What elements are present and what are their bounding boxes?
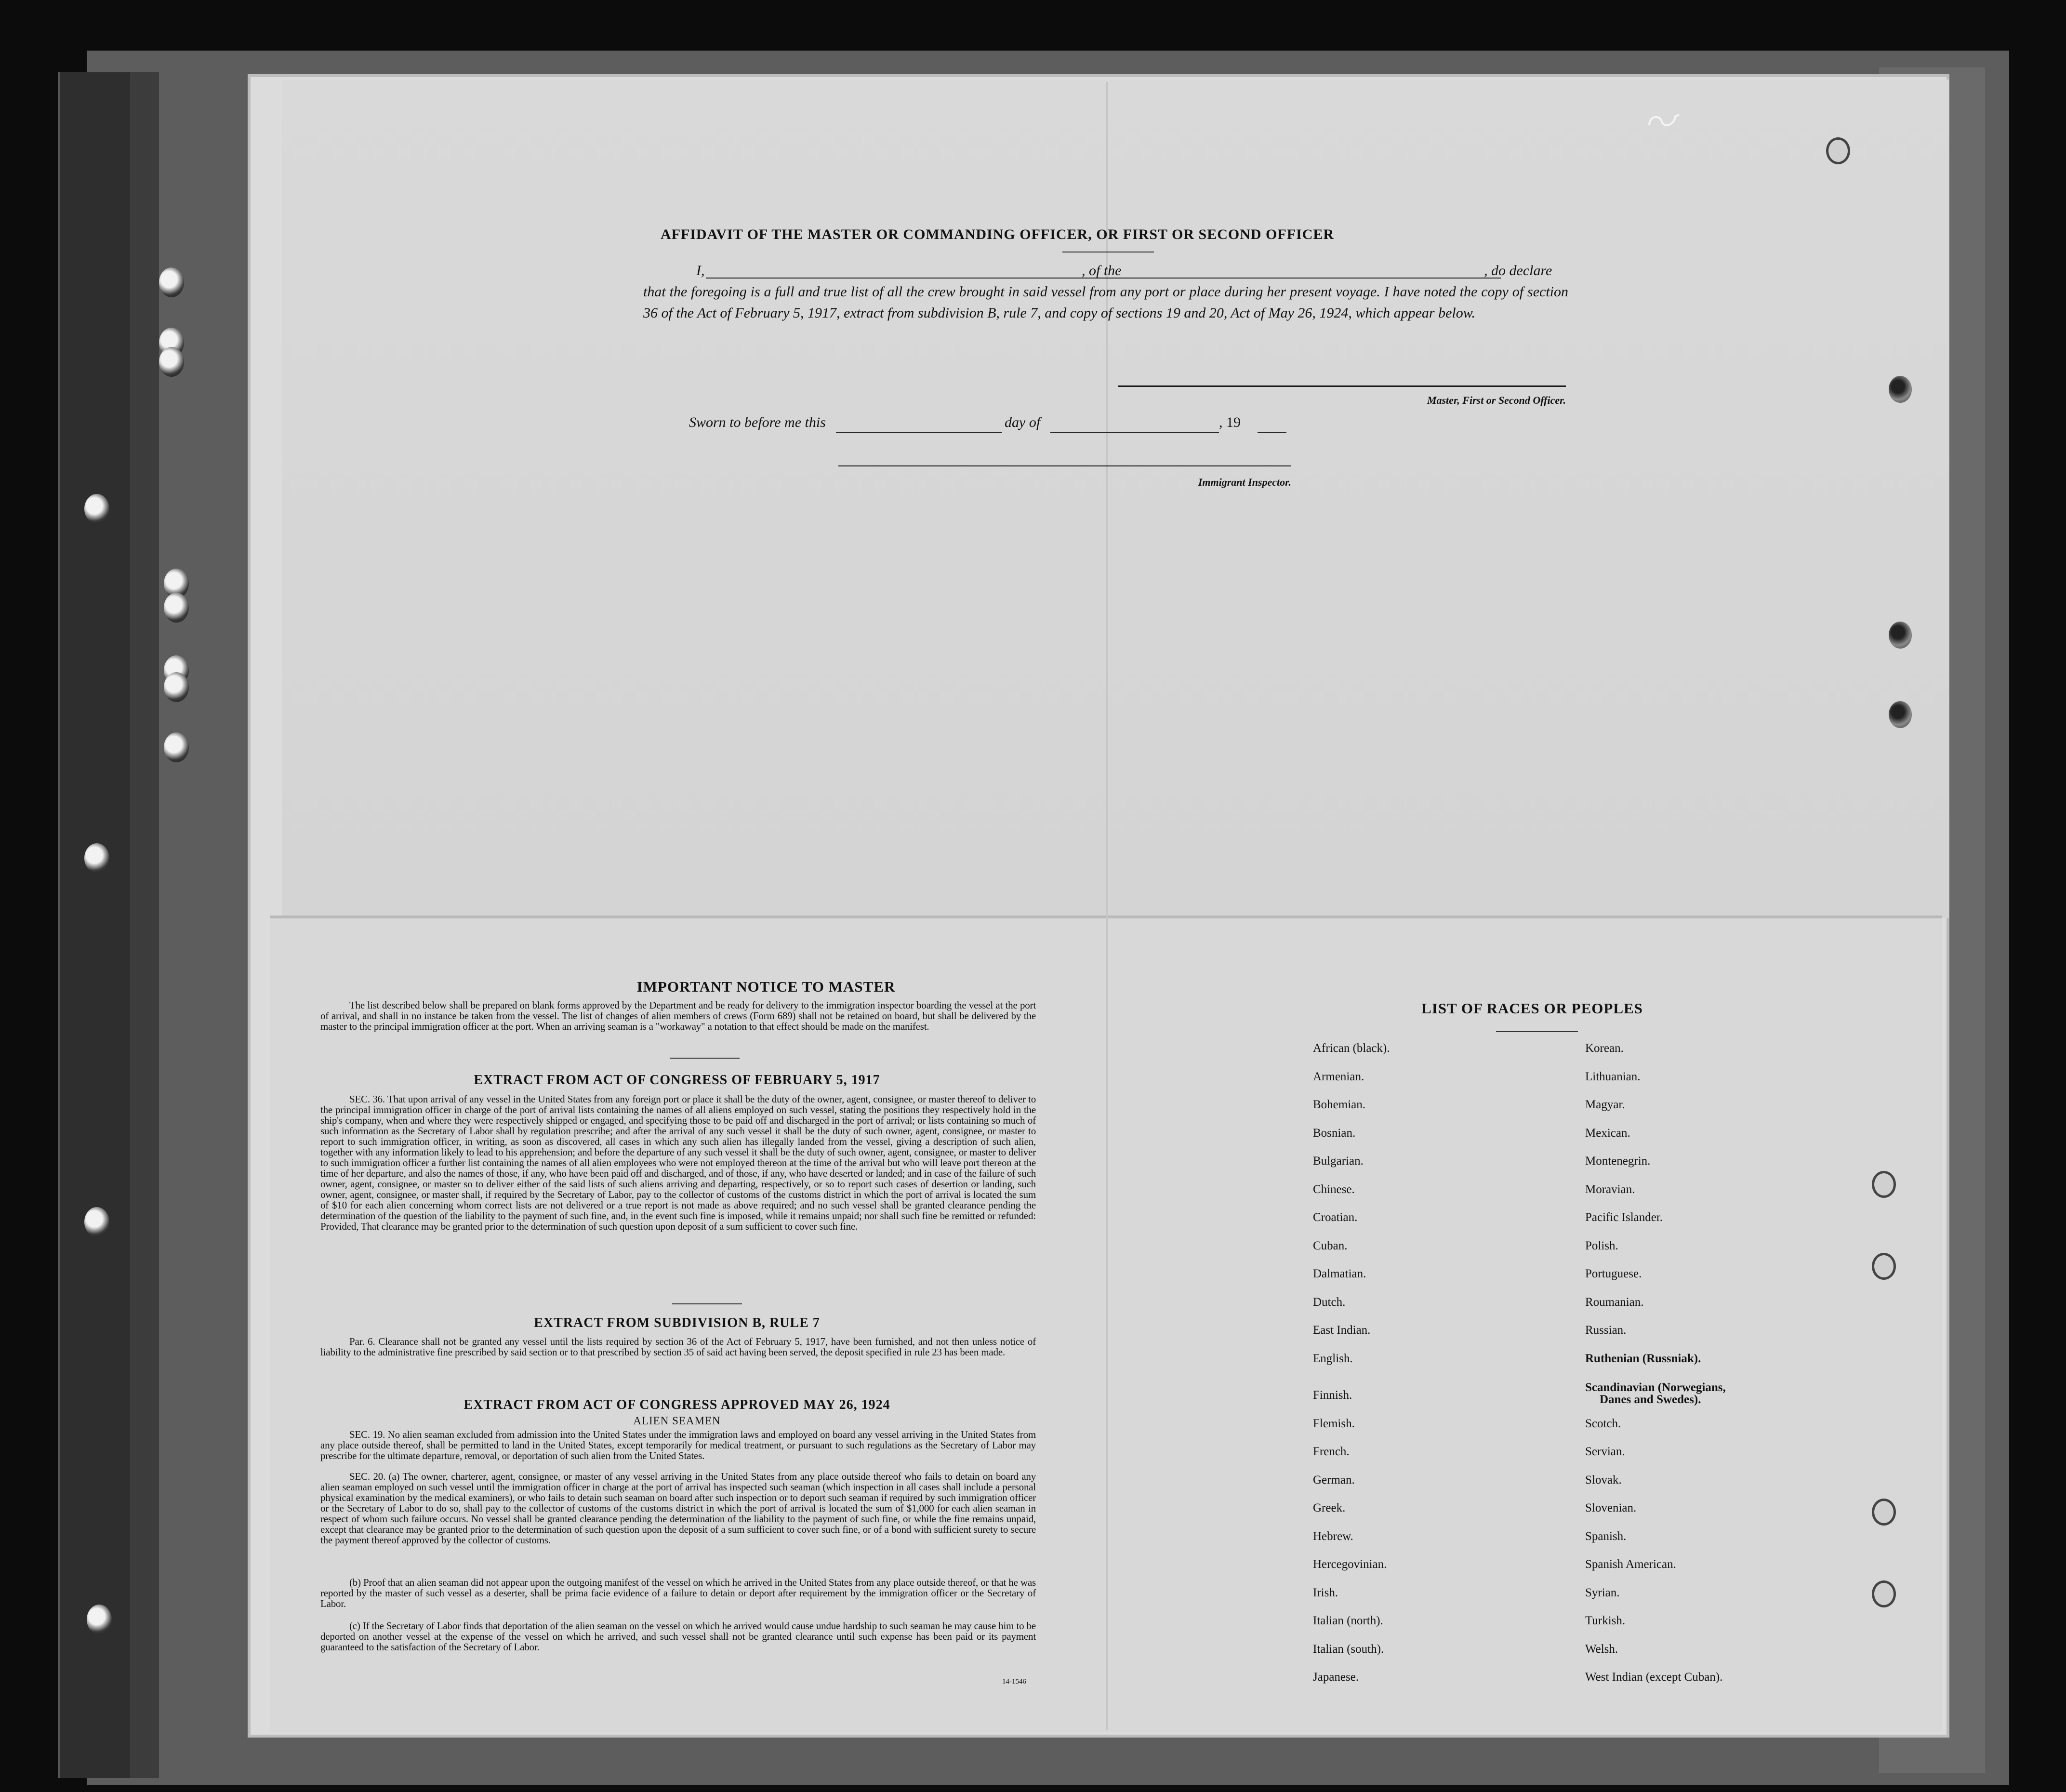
race-item: Finnish. [1313, 1389, 1352, 1402]
race-item: Pacific Islander. [1585, 1211, 1663, 1224]
inspector-signature-line[interactable] [838, 465, 1291, 466]
punch-hole-icon [1889, 701, 1912, 728]
extract-1924-sec20b: (b) Proof that an alien seaman did not appear upon the outgoing manifest of the vessel on which he arrived in the United States from any place outside thereof, or that he was reported by the master of such vessel as a deserter, shall be prima facie evidence of a failure to detain or deport after requirement by the immigration officer or the Secretary of Labor. [320, 1577, 1036, 1609]
sworn-day-field[interactable] [836, 432, 1002, 433]
race-item: Greek. [1313, 1501, 1346, 1514]
race-item: Dalmatian. [1313, 1267, 1366, 1280]
race-item: Italian (south). [1313, 1643, 1384, 1656]
race-item: Magyar. [1585, 1098, 1625, 1111]
race-item: Slovak. [1585, 1473, 1622, 1487]
race-item: Montenegrin. [1585, 1155, 1651, 1168]
extract-1924-title: EXTRACT FROM ACT OF CONGRESS APPROVED MAY 26, 1924 [464, 1397, 890, 1412]
extract-rule7-text: Par. 6. Clearance shall not be granted any vessel until the lists required by section 36 of the Act of February 5, 1917, have been furnished, and not then unless notice of liability to the administrative fine prescribed by said section or to that prescribed by section 35 of said act having been served, the deposit specified in rule 23 has been made. [320, 1336, 1036, 1358]
race-item: Korean. [1585, 1042, 1624, 1055]
fold-line-horizontal [270, 916, 1942, 918]
extract-1924-subtitle: ALIEN SEAMEN [633, 1415, 721, 1427]
binder-hole-icon [164, 732, 189, 762]
race-item: Hebrew. [1313, 1530, 1353, 1543]
extract-1924-sec20c: (c) If the Secretary of Labor finds that deportation of the alien seaman on the vessel on which he arrived would cause undue hardship to such seaman he may cause him to be deported on another vessel at the expense of the vessel on which he arrived, and such vessel shall not be granted clearance until such expense has been paid or its payment guaranteed to the satisfaction of the Secretary of Labor. [320, 1620, 1036, 1653]
affidavit-line-1 [643, 260, 1568, 281]
sworn-prefix: Sworn to before me this [689, 414, 826, 430]
race-item: Welsh. [1585, 1643, 1618, 1656]
affidavit-title: AFFIDAVIT OF THE MASTER OR COMMANDING OFFICER, OR FIRST OR SECOND OFFICER [660, 226, 1335, 242]
sworn-day-label: day of [1005, 414, 1041, 430]
binder-hole-icon [159, 347, 184, 377]
race-item: Bosnian. [1313, 1127, 1356, 1140]
binder-edge [130, 72, 159, 1778]
race-item: Lithuanian. [1585, 1070, 1641, 1083]
race-item: Ruthenian (Russniak). [1585, 1352, 1701, 1365]
extract-1924-sec19: SEC. 19. No alien seaman excluded from admission into the United States under the immigration laws and employed on board any vessel arriving in the United States from any place outside thereof, shall be permitted to land in the United States, except temporarily for medical treatment, or pursuant to such regulations as the Secretary of Labor may prescribe for the ultimate departure, removal, or deportation of such alien from the United States. [320, 1429, 1036, 1461]
punch-hole-icon [1889, 622, 1912, 649]
race-item: Portuguese. [1585, 1267, 1642, 1280]
race-item: Spanish American. [1585, 1558, 1676, 1571]
race-item: Syrian. [1585, 1586, 1620, 1599]
form-number: 14-1546 [1002, 1678, 1026, 1686]
binder-hole-icon [164, 672, 189, 702]
race-item: Roumanian. [1585, 1296, 1644, 1309]
race-item: Cuban. [1313, 1239, 1348, 1252]
race-item: West Indian (except Cuban). [1585, 1671, 1723, 1684]
races-divider [1496, 1031, 1578, 1032]
race-item: German. [1313, 1473, 1355, 1487]
race-item: Russian. [1585, 1324, 1627, 1337]
race-item: Armenian. [1313, 1070, 1364, 1083]
affidavit-body [643, 260, 1568, 324]
master-signature-caption: Master, First or Second Officer. [1427, 394, 1566, 406]
race-item: Spanish. [1585, 1530, 1627, 1543]
affidavit-statement: that the foregoing is a full and true list of all the crew brought in said vessel from any port or place during her present voyage. I have noted the copy of section 36 of the Act of February 5, 1917, extract from subdivision B, rule 7, and copy of sections 19 and 20, Act of May 26, 1924, which appear below. [643, 284, 1568, 321]
fold-line-vertical [1106, 82, 1108, 1730]
extract-1917-title: EXTRACT FROM ACT OF CONGRESS OF FEBRUARY 5, 1917 [474, 1073, 880, 1088]
punch-hole-icon [1872, 1580, 1896, 1607]
race-item: English. [1313, 1352, 1353, 1365]
affidavit-i-label: I, [696, 263, 705, 279]
race-item: East Indian. [1313, 1324, 1371, 1337]
race-item: French. [1313, 1445, 1350, 1458]
race-item: African (black). [1313, 1042, 1390, 1055]
punch-hole-icon [1872, 1253, 1896, 1280]
binder-hole-icon [159, 267, 184, 297]
punch-hole-icon [1889, 376, 1912, 403]
race-item: Bulgarian. [1313, 1155, 1364, 1168]
punch-hole-icon [1872, 1171, 1896, 1198]
race-item: Dutch. [1313, 1296, 1346, 1309]
binder-hole-icon [84, 494, 109, 524]
binder-hole-icon [84, 843, 109, 873]
race-item: Bohemian. [1313, 1098, 1366, 1111]
binder-hole-icon [87, 1605, 112, 1634]
vessel-name-field[interactable] [1130, 278, 1501, 279]
punch-hole-icon [1872, 1499, 1896, 1526]
race-item: Irish. [1313, 1586, 1338, 1599]
master-signature-line[interactable] [1118, 385, 1566, 387]
punch-hole-icon [1826, 137, 1850, 164]
race-item: Mexican. [1585, 1127, 1630, 1140]
race-item: Italian (north). [1313, 1614, 1383, 1627]
sworn-month-field[interactable] [1050, 432, 1219, 433]
sworn-year-field[interactable] [1258, 432, 1286, 433]
extract-1917-text: SEC. 36. That upon arrival of any vessel in the United States from any foreign port or place it shall be the duty of the owner, agent, consignee, or master thereof to deliver to the principal immigration officer in charge of the port of arrival lists containing the names of all aliens employed on such vessel, stating the positions they respectively hold in the ship's company, when and where they were respectively shipped or engaged, and specifying those to be paid off and discharged in the port of arrival; or lists containing so much of such information as the Secretary of Labor shall by regulation prescribe; and after the arrival of any such vessel it shall be the duty of such owner, agent, consignee, or master to report to such immigration officer, in writing, as soon as discovered, all cases in which any such alien has illegally landed from the vessel, giving a description of such alien, together with any information likely to lead to his apprehension; and before the departure of any such vessel it shall be the duty of such owner, agent, consignee, or master to deliver to such immigration officer a further list containing the names of all alien employees who were not employed thereon at the time of the arrival but who will leave port thereon at the time of her departure, and also the names of those, if any, who have been paid off and discharged, and of those, if any, who have deserted or landed; and in case of the failure of such owner, agent, consignee, or master so to deliver either of the said lists of such aliens arriving and departing, respectively, or so to report such cases of desertion or landing, such owner, agent, consignee, or master shall, if required by the Secretary of Labor, pay to the collector of customs of the customs district in which the port of arrival is located the sum of $10 for each alien concerning whom correct lists are not delivered or a true report is not made as above required; and no such vessel shall be granted clearance pending the determination of the question of the liability to the payment of such fine, and, in the event such fine is imposed, while it remains unpaid; nor shall such fine be remitted or refunded: Provided, That clearance may be granted prior to the determination of such question upon deposit of a sum sufficient to cover such fine. [320, 1093, 1036, 1232]
affidavit-panel [282, 80, 1949, 918]
inspector-caption: Immigrant Inspector. [1198, 476, 1291, 488]
race-item: Croatian. [1313, 1211, 1358, 1224]
race-item: Japanese. [1313, 1671, 1359, 1684]
binder-hole-icon [84, 1207, 109, 1237]
sworn-year-label: , 19 [1219, 414, 1241, 430]
race-item: Hercegovinian. [1313, 1558, 1387, 1571]
extract-rule7-title: EXTRACT FROM SUBDIVISION B, RULE 7 [534, 1315, 820, 1330]
race-item: Servian. [1585, 1445, 1625, 1458]
race-item: Turkish. [1585, 1614, 1626, 1627]
affidavit-of-the-label: , of the [1082, 263, 1122, 279]
extract-1924-sec20a: SEC. 20. (a) The owner, charterer, agent, consignee, or master of any vessel arriving in the United States from any place outside thereof who fails to detain on board any alien seaman employed on such vessel until the immigration officer in charge at the port of arrival has inspected such seaman (which inspection in all cases shall include a personal physical examination by the medical examiners), or who fails to detain such seaman on board after such inspection or to deport such seaman if required by such immigration officer or the Secretary of Labor to do so, shall pay to the collector of customs of the customs district in which the port of arrival is located the sum of $1,000 for each alien seaman in respect of whom such failure occurs. No vessel shall be granted clearance pending the determination of the liability to the payment of such fine, or while the fine remains unpaid, except that clearance may be granted prior to the determination of such question upon the deposit of a sum sufficient to cover such fine, or of a bond with sufficient surety to secure the payment thereof approved by the collector of customs. [320, 1471, 1036, 1546]
race-item: Moravian. [1585, 1183, 1635, 1196]
race-item: Danes and Swedes). [1600, 1393, 1701, 1406]
race-item: Scandinavian (Norwegians, [1585, 1381, 1726, 1394]
race-item: Chinese. [1313, 1183, 1355, 1196]
extract-1917-divider [672, 1303, 742, 1304]
races-title: LIST OF RACES OR PEOPLES [1421, 1000, 1643, 1017]
race-item: Flemish. [1313, 1417, 1355, 1430]
notice-title: IMPORTANT NOTICE TO MASTER [636, 978, 896, 995]
race-item: Polish. [1585, 1239, 1618, 1252]
binder-strip [58, 72, 134, 1778]
binder-hole-icon [164, 593, 189, 623]
pencil-mark-icon [1645, 111, 1684, 135]
race-item: Slovenian. [1585, 1501, 1637, 1514]
affidavit-declare-label: , do declare [1484, 263, 1552, 279]
notice-divider [670, 1058, 740, 1059]
notice-text: The list described below shall be prepared on blank forms approved by the Department and be ready for delivery to the immigration inspector boarding the vessel at the port of arrival, and shall in no instance be taken from the vessel. The list of changes of alien members of crews (Form 689) shall not be retained on board, but shall be delivered by the master to the principal immigration officer at the port. When an arriving seaman is a "workaway" a notation to that effect should be made on the manifest. [320, 999, 1036, 1032]
race-item: Scotch. [1585, 1417, 1621, 1430]
